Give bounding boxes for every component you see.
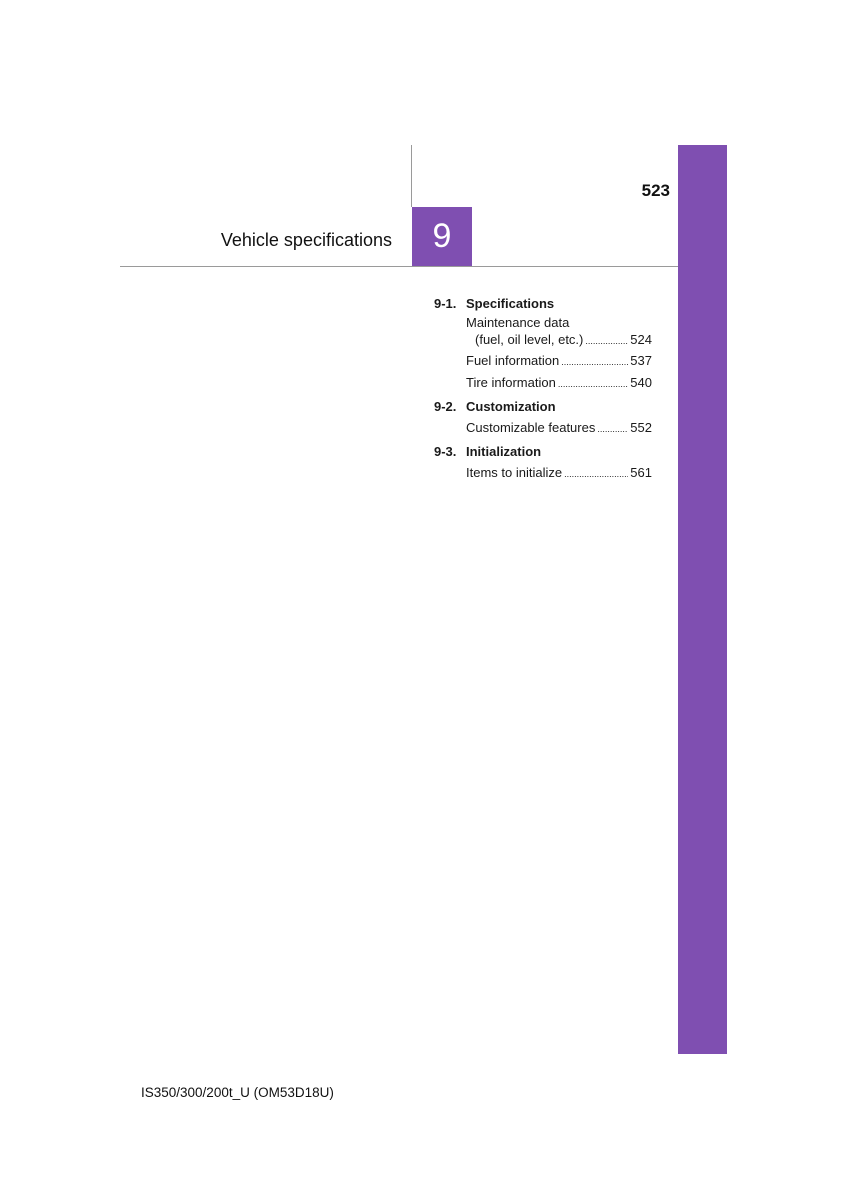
toc-entry-label: Tire information xyxy=(466,375,556,390)
toc-entry-page: 524 xyxy=(630,332,652,347)
toc-entry-page: 561 xyxy=(630,465,652,480)
section-title: Customization xyxy=(466,399,556,414)
dot-leader xyxy=(564,462,628,485)
toc-entry-label: Fuel information xyxy=(466,353,560,368)
toc-entry[interactable] xyxy=(466,417,652,439)
page-number: 523 xyxy=(641,181,670,200)
toc-entry-page: 540 xyxy=(630,375,652,390)
dot-leader xyxy=(558,372,628,395)
toc-entry-label: Maintenance data xyxy=(466,315,570,330)
table-of-contents xyxy=(434,294,652,484)
toc-entry-page: 537 xyxy=(630,353,652,368)
chapter-side-tab xyxy=(678,145,727,1054)
section-number: 9-3. xyxy=(434,444,457,459)
toc-entry[interactable] xyxy=(466,314,652,350)
toc-section-heading xyxy=(434,294,652,314)
section-number: 9-1. xyxy=(434,296,457,311)
section-number: 9-2. xyxy=(434,399,457,414)
header-rule xyxy=(120,266,678,267)
dot-leader xyxy=(597,417,628,440)
chapter-title: Vehicle specifications xyxy=(220,230,392,250)
vertical-divider xyxy=(411,145,412,207)
toc-section-heading xyxy=(434,442,652,462)
toc-entry[interactable] xyxy=(466,350,652,372)
chapter-number-box: 9 xyxy=(412,207,472,266)
document-footer: IS350/300/200t_U (OM53D18U) xyxy=(141,1085,334,1100)
toc-entry-label-continued: (fuel, oil level, etc.) xyxy=(475,332,584,347)
toc-section-heading xyxy=(434,397,652,417)
toc-entry-label: Customizable features xyxy=(466,420,596,435)
toc-entry-label: Items to initialize xyxy=(466,465,563,480)
toc-entry-page: 552 xyxy=(630,420,652,435)
section-title: Initialization xyxy=(466,444,542,459)
dot-leader xyxy=(561,350,628,373)
section-title: Specifications xyxy=(466,296,555,311)
toc-entry[interactable] xyxy=(466,372,652,394)
toc-entry[interactable] xyxy=(466,462,652,484)
dot-leader xyxy=(585,331,628,350)
